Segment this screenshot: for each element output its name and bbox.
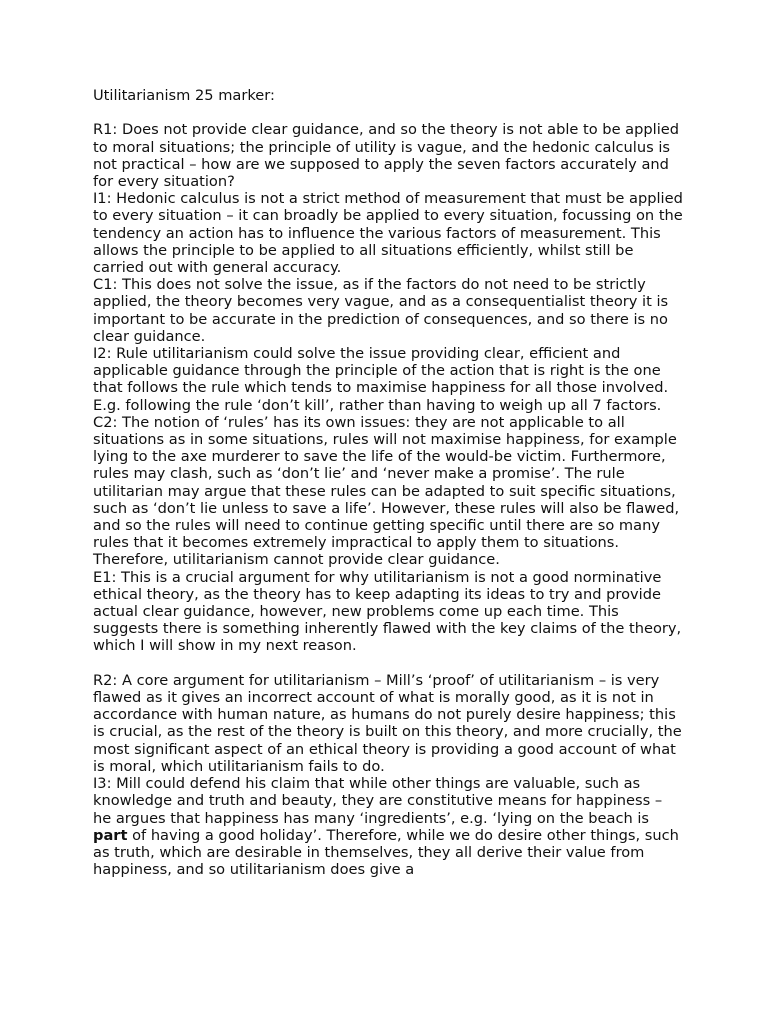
paragraph-c1: C1: This does not solve the issue, as if the factors do not need to be strictly applied, the theory becomes very vague, and as a consequentialist theory it is important to be accurate in the prediction of consequences, and so there is no clear guidance.	[93, 276, 669, 345]
paragraph-c2: C2: The notion of ‘rules’ has its own issues: they are not applicable to all situations as in some situations, rules will not maximise happiness, for example lying to the axe murderer to save the life of the would-be victim. Furthermore, rules may clash, such as ‘don’t lie’ and ‘never make a promise’. The rule utilitarian may argue that these rules can be adapted to suit specific situations, such as ‘don’t lie unless to save a life’. However, these rules will also be flawed, and so the rules will need to continue getting specific until there are so many rules that it becomes extremely impractical to apply them to situations. Therefore, utilitarianism cannot provide clear guidance.	[93, 413, 680, 569]
blank-line	[93, 104, 683, 121]
document-title: Utilitarianism 25 marker:	[93, 87, 275, 104]
paragraph-i3-bold-word: part	[93, 826, 128, 844]
paragraph-i3-text-start: I3: Mill could defend his claim that while other things are valuable, such as knowledge and truth and beauty, they are constitutive means for happiness – he argues that happiness has many ‘ingredients’, e.g. ‘lying on the beach is	[93, 775, 663, 827]
blank-line	[93, 655, 683, 672]
paragraph-r1: R1: Does not provide clear guidance, and so the theory is not able to be applied to moral situations; the principle of utility is vague, and the hedonic calculus is not practical – how are we supposed to apply the seven factors accurately and for every situation?	[93, 121, 680, 190]
document-page	[93, 87, 683, 878]
paragraph-e1: E1: This is a crucial argument for why utilitarianism is not a good norminative ethical theory, as the theory has to keep adapting its ideas to try and provide actual clear guidance, however, new problems come up each time. This suggests there is something inherently flawed with the key claims of the theory, which I will show in my next reason.	[93, 568, 682, 655]
paragraph-r2: R2: A core argument for utilitarianism – Mill’s ‘proof’ of utilitarianism – is very flawed as it gives an incorrect account of what is morally good, as it is not in accordance with human nature, as humans do not purely desire happiness; this is crucial, as the rest of the theory is built on this theory, and more crucially, the most significant aspect of an ethical theory is providing a good account of what is moral, which utilitarianism fails to do.	[93, 671, 682, 775]
paragraph-i1: I1: Hedonic calculus is not a strict method of measurement that must be applied to every situation – it can broadly be applied to every situation, focussing on the tendency an action has to influence the various factors of measurement. This allows the principle to be applied to all situations efficiently, whilst still be carried out with general accuracy.	[93, 190, 683, 277]
paragraph-i3-text-end: of having a good holiday’. Therefore, while we do desire other things, such as truth, which are desirable in themselves, they all derive their value from happiness, and so utilitarianism does give a	[93, 826, 679, 879]
paragraph-i2: I2: Rule utilitarianism could solve the issue providing clear, efficient and applicable guidance through the principle of the action that is right is the one that follows the rule which tends to maximise happiness for all those involved. E.g. following the rule ‘don’t kill’, rather than having to weigh up all 7 factors.	[93, 345, 669, 414]
paragraph-i3	[93, 775, 683, 878]
